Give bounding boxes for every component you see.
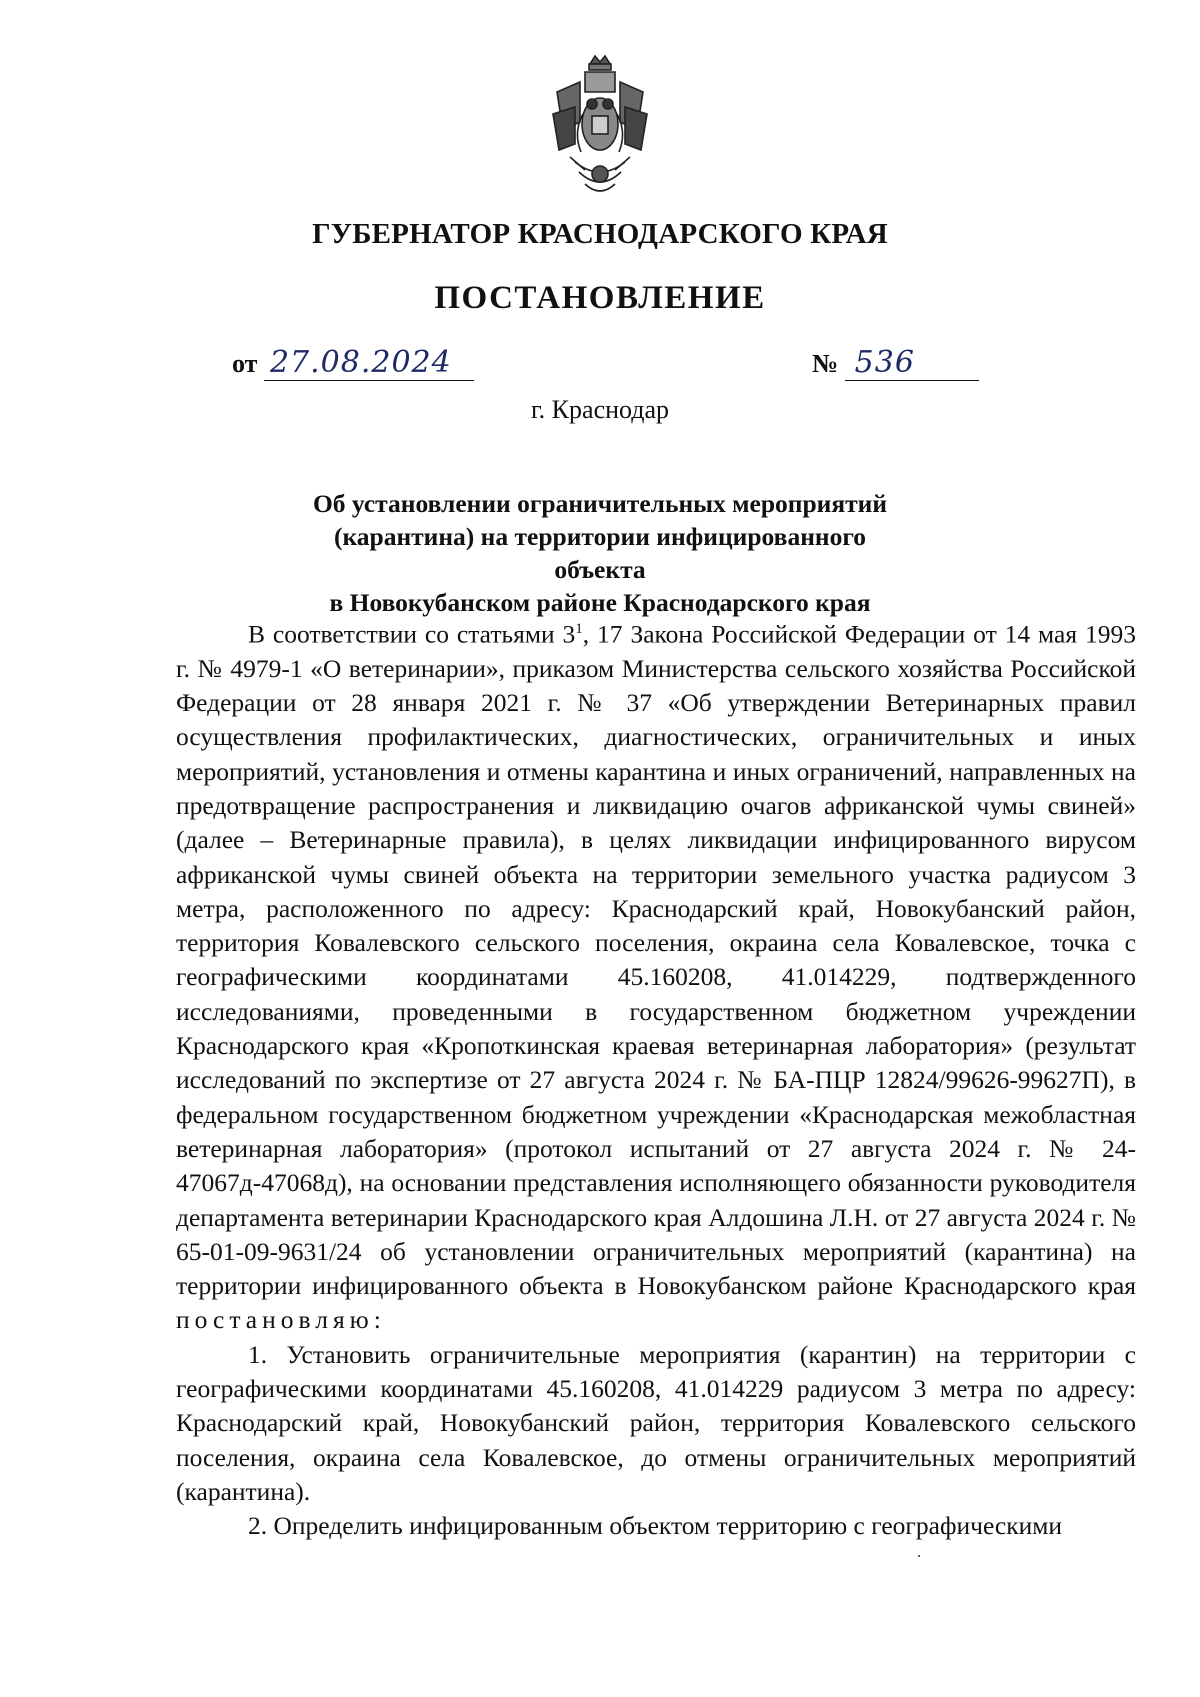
document-date: [232, 345, 474, 381]
title-line: (карантина) на территории инфицированного объекта: [333, 522, 867, 584]
emblem-icon: [545, 52, 655, 200]
date-handwritten: 27.08.2024: [264, 345, 474, 381]
preamble-paragraph: [176, 612, 1136, 1338]
coat-of-arms-emblem: [545, 52, 655, 200]
decree-word: постановляю:: [176, 1305, 386, 1335]
document-type: ПОСТАНОВЛЕНИЕ: [434, 280, 766, 316]
scan-speck: [918, 1555, 920, 1557]
document-city: г. Краснодар: [530, 395, 670, 424]
decree-item-1: 1. Установить ограничительные мероприятия (карантин) на территории с географическими координатами 45.160208, 41.014229 радиусом 3 метра по адресу: Краснодарский край, Новокубанский район, территория Ковалевского сельского поселения, окраина села Ковалевское, до отмены ограничительных мероприятий (карантина).: [176, 1339, 1136, 1506]
number-handwritten: 536: [845, 345, 979, 381]
preamble-start: В соответствии со статьями 3: [248, 619, 576, 649]
issuing-authority: ГУБЕРНАТОР КРАСНОДАРСКОГО КРАЯ: [312, 218, 888, 250]
title-line: в Новокубанском районе Краснодарского края: [329, 588, 871, 617]
decree-item-2: 2. Определить инфицированным объектом территорию с географическими: [248, 1511, 1063, 1541]
document-number: [812, 345, 979, 381]
document-body: [176, 612, 1136, 1544]
number-prefix: №: [812, 349, 839, 378]
preamble-text: , 17 Закона Российской Федерации от 14 мая 1993 г. № 4979-1 «О ветеринарии», приказом Министерства сельского хозяйства Российской Федерации от 28 января 2021 г. № 37 «Об утверждении Ветеринарных правил осуществления профилактических, диагностических, ограничительных и иных мероприятий, установления и отмены карантина и иных ограничений, направленных на предотвращение распространения и ликвидацию очагов африканской чумы свиней» (далее – Ветеринарные правила), в целях ликвидации инфицированного вирусом африканской чумы свиней объекта на территории земельного участка радиусом 3 метра, расположенного по адресу: Краснодарский край, Новокубанский район, территория Ковалевского сельского поселения, окраина села Ковалевское, точка с географическими координатами 45.160208, 41.014229, подтвержденного исследованиями, проведенными в государственном бюджетном учреждении Краснодарского края «Кропоткинская краевая ветеринарная лаборатория» (результат исследований по экспертизе от 27 августа 2024 г. № БА-ПЦР 12824/99626-99627П), в федеральном государственном бюджетном учреждении «Краснодарская межобластная ветеринарная лаборатория» (протокол испытаний от 27 августа 2024 г. № 24-47067д-47068д), на основании представления исполняющего обязанности руководителя департамента ветеринарии Краснодарского края Алдошина Л.Н. от 27 августа 2024 г. № 65-01-09-9631/24 об установлении ограничительных мероприятий (карантина) на территории инфицированного объекта в Новокубанском районе Краснодарского края: [176, 619, 1136, 1301]
document-title: [300, 487, 900, 619]
article-superscript: 1: [575, 621, 583, 637]
title-line: Об установлении ограничительных мероприятий: [312, 489, 888, 518]
date-prefix: от: [232, 349, 258, 378]
